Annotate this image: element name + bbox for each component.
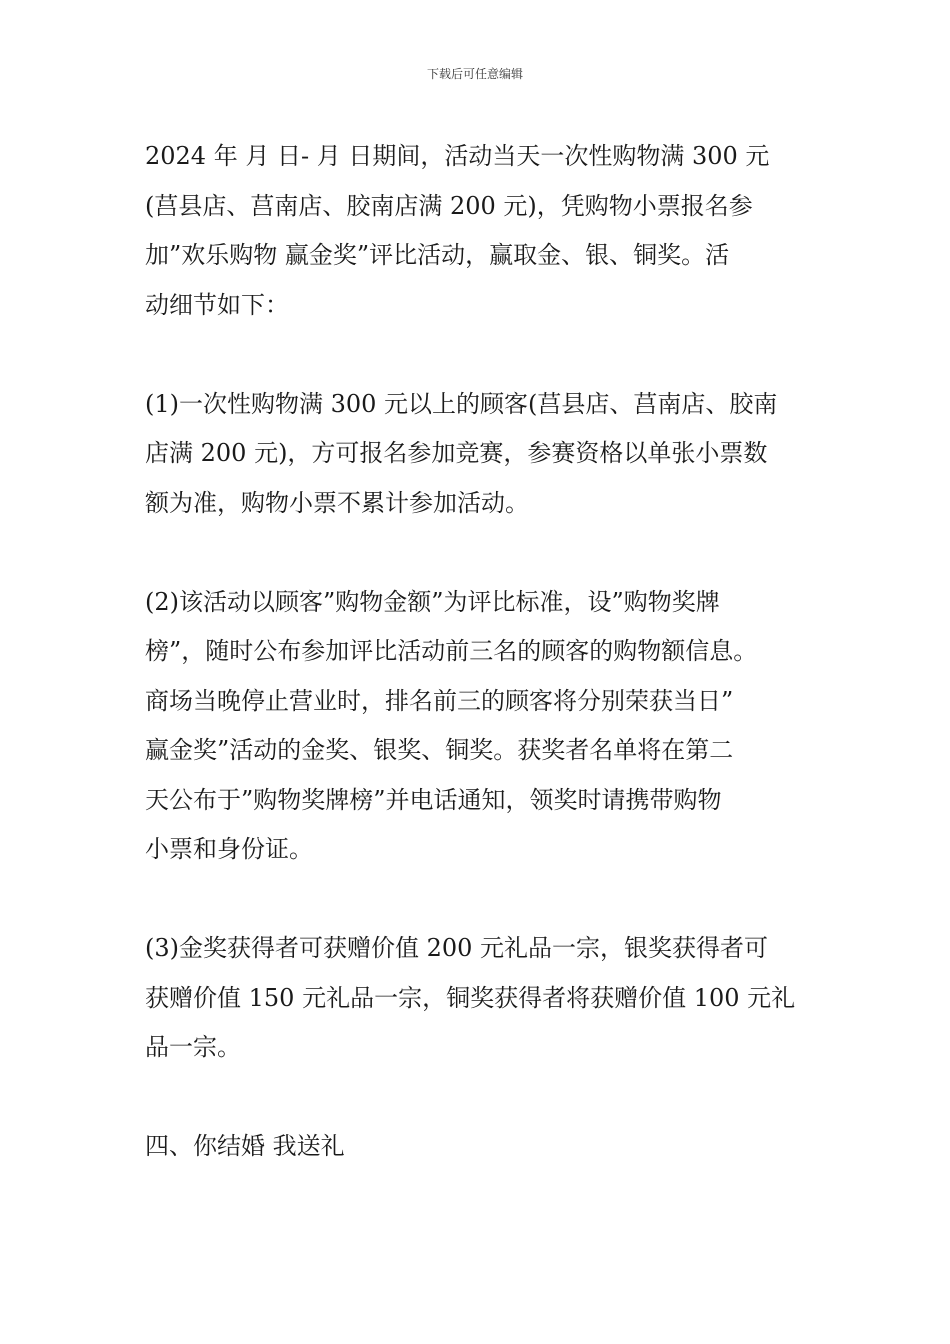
paragraph-rule-3 — [145, 924, 815, 1073]
section-heading — [145, 1122, 815, 1172]
paragraph-rule-1 — [145, 380, 815, 529]
text-line: 品一宗。 — [145, 1033, 241, 1061]
text-line: (莒县店、莒南店、胶南店满 200 元)，凭购物小票报名参 — [145, 191, 753, 220]
text-line: 动细节如下： — [145, 290, 289, 319]
text-line: (2)该活动以顾客”购物金额”为评比标准，设”购物奖牌 — [145, 587, 720, 616]
text-line: (1)一次性购物满 300 元以上的顾客(莒县店、莒南店、胶南 — [145, 389, 778, 418]
text-line: 额为准，购物小票不累计参加活动。 — [145, 488, 529, 517]
text-line: 商场当晚停止营业时，排名前三的顾客将分别荣获当日” — [145, 686, 734, 715]
paragraph-intro — [145, 132, 815, 330]
paragraph-spacer — [145, 875, 815, 925]
text-line: 榜”，随时公布参加评比活动前三名的顾客的购物额信息。 — [145, 637, 758, 665]
text-line: 四、你结婚 我送礼 — [145, 1132, 345, 1160]
text-line: 获赠价值 150 元礼品一宗，铜奖获得者将获赠价值 100 元礼 — [145, 983, 796, 1012]
text-line: 小票和身份证。 — [145, 835, 313, 863]
text-line: 加”欢乐购物 赢金奖”评比活动，赢取金、银、铜奖。活 — [145, 241, 730, 269]
document-body — [145, 132, 815, 1172]
paragraph-rule-2 — [145, 578, 815, 875]
text-line: 店满 200 元)，方可报名参加竞赛，参赛资格以单张小票数 — [145, 439, 768, 467]
paragraph-spacer — [145, 1073, 815, 1123]
paragraph-spacer — [145, 528, 815, 578]
text-line: 2024 年 月 日- 月 日期间，活动当天一次性购物满 300 元 — [145, 142, 770, 170]
page-header: 下载后可任意编辑 — [426, 67, 523, 81]
text-line: (3)金奖获得者可获赠价值 200 元礼品一宗，银奖获得者可 — [145, 934, 769, 962]
paragraph-spacer — [145, 330, 815, 380]
text-line: 天公布于”购物奖牌榜”并电话通知，领奖时请携带购物 — [145, 785, 722, 814]
text-line: 赢金奖”活动的金奖、银奖、铜奖。获奖者名单将在第二 — [145, 736, 734, 764]
